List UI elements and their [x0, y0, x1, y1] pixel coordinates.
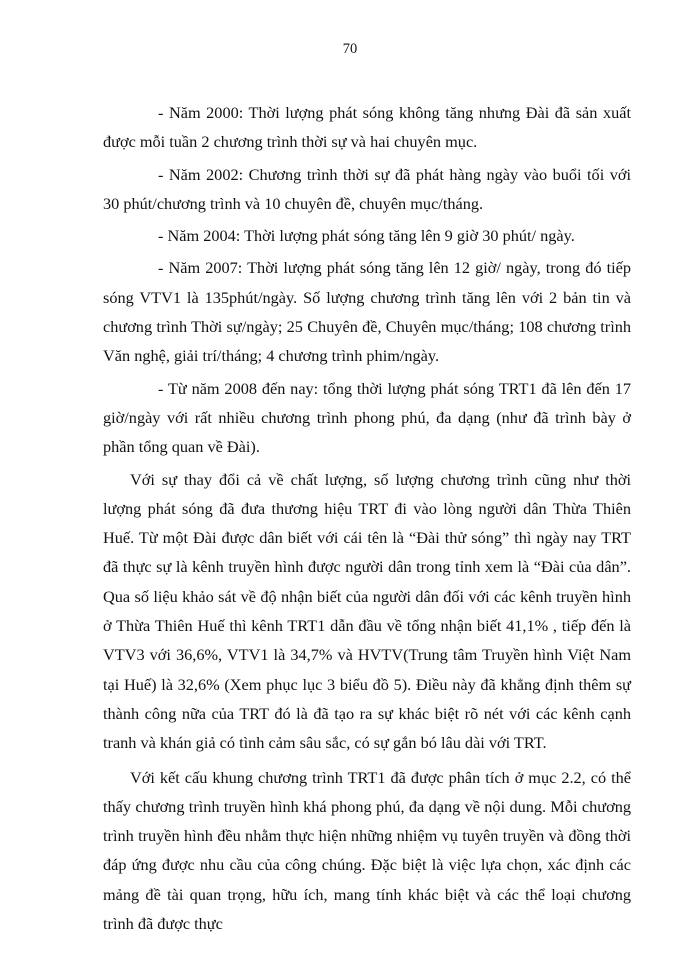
body-paragraph: Với kết cấu khung chương trình TRT1 đã được phân tích ở mục 2.2, có thể thấy chương trình truyền hình khá phong phú, đa dạng về nội dung. Mỗi chương trình truyền hình đều nhằm thực hiện những nhiệm vụ tuyên truyền và đồng thời đáp ứng được nhu cầu của công chúng. Đặc biệt là việc lựa chọn, xác định các mảng đề tài quan trọng, hữu ích, mang tính khác biệt và các thể loại chương trình đã được thực: [103, 767, 631, 934]
page-number: 70: [342, 41, 358, 57]
body-paragraph: Với sự thay đổi cả về chất lượng, số lượng chương trình cũng như thời lượng phát sóng đã đưa thương hiệu TRT đi vào lòng người dân Thừa Thiên Huế. Từ một Đài được dân biết với cái tên là “Đài thử sóng” thì ngày nay TRT đã thực sự là kênh truyền hình được người dân trong tỉnh xem là “Đài của dân”. Qua số liệu khảo sát về độ nhận biết của người dân đối với các kênh truyền hình ở Thừa Thiên Huế thì kênh TRT1 dẫn đầu về tổng nhận biết 41,1% , tiếp đến là VTV3 với 36,6%, VTV1 là 34,7% và HVTV(Trung tâm Truyền hình Việt Nam tại Huế) là 32,6% (Xem phục lục 3 biểu đồ 5). Điều này đã khẳng định thêm sự thành công nữa của TRT đó là đã tạo ra sự khác biệt rõ nét với các kênh cạnh tranh và khán giả có tình cảm sâu sắc, có sự gắn bó lâu dài với TRT.: [103, 469, 631, 753]
list-item: - Năm 2004: Thời lượng phát sóng tăng lên 9 giờ 30 phút/ ngày.: [158, 226, 575, 246]
list-item: - Năm 2000: Thời lượng phát sóng không tăng nhưng Đài đã sản xuất được mỗi tuần 2 chương trình thời sự và hai chuyên mục.: [103, 103, 631, 152]
list-item: - Năm 2002: Chương trình thời sự đã phát hàng ngày vào buổi tối với 30 phút/chương trình và 10 chuyên đề, chuyên mục/tháng.: [103, 164, 631, 213]
list-item: - Năm 2007: Thời lượng phát sóng tăng lên 12 giờ/ ngày, trong đó tiếp sóng VTV1 là 135phút/ngày. Số lượng chương trình tăng lên với 2 bản tin và chương trình Thời sự/ngày; 25 Chuyên đề, Chuyên mục/tháng; 108 chương trình Văn nghệ, giải trí/tháng; 4 chương trình phim/ngày.: [103, 258, 631, 366]
page-body: [103, 98, 631, 938]
list-item: - Từ năm 2008 đến nay: tổng thời lượng phát sóng TRT1 đã lên đến 17 giờ/ngày với rất nhiều chương trình phong phú, đa dạng (như đã trình bày ở phần tổng quan về Đài).: [103, 378, 631, 457]
